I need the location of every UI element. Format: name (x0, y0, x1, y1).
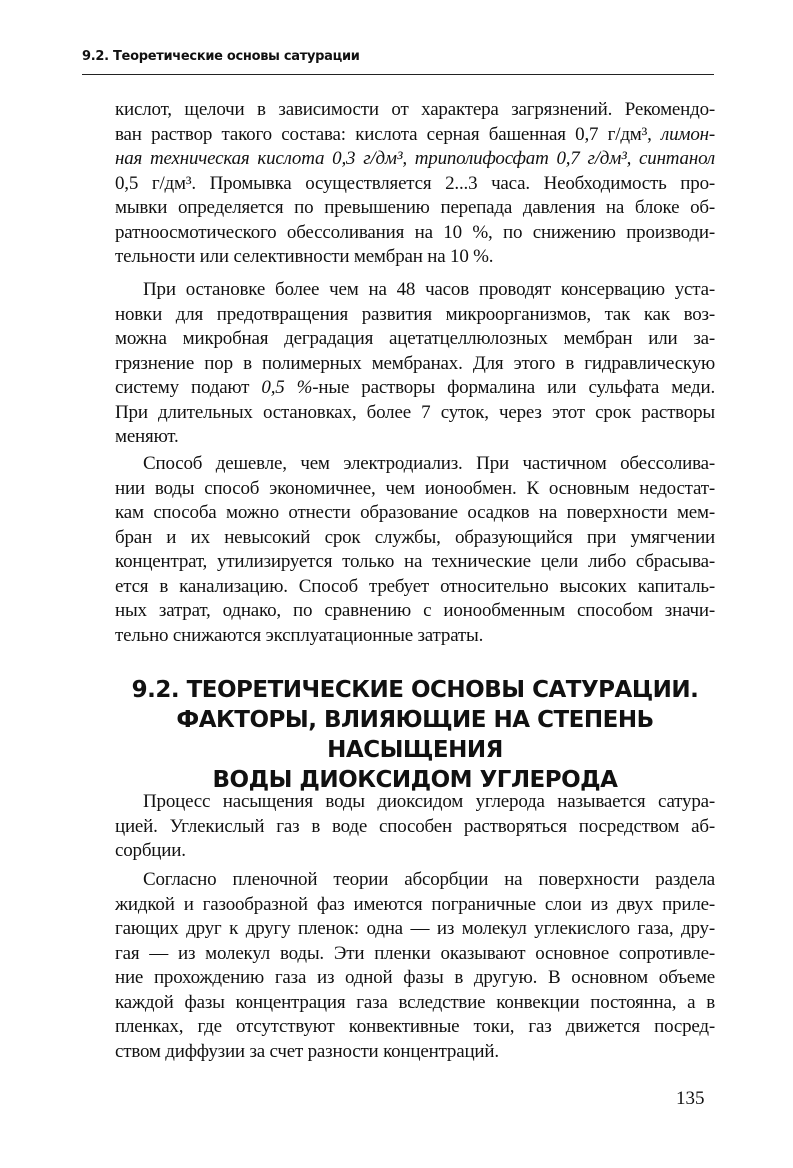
paragraph (115, 452, 715, 648)
text-segment: Процесс насыщения воды диоксидом углерода называется сатура- (143, 791, 715, 812)
text-line (115, 1040, 715, 1065)
text-line (115, 1015, 715, 1040)
text-line (115, 303, 715, 328)
text-line (115, 327, 715, 352)
text-line (115, 966, 715, 991)
text-line (115, 196, 715, 221)
text-line (115, 376, 715, 401)
text-segment: бран и их невысокий срок службы, образующийся при умягчении (115, 526, 715, 548)
text-line (115, 550, 715, 575)
section-heading (100, 675, 730, 795)
text-segment: ством диффузии за счет разности концентраций. (115, 1040, 499, 1062)
text-line (115, 868, 715, 893)
paragraph (115, 98, 715, 270)
text-segment: ратноосмотического обессоливания на 10 %, по снижению производи- (115, 221, 715, 243)
italic-text: лимон- (661, 123, 715, 145)
heading-line: ВОДЫ ДИОКСИДОМ УГЛЕРОДА (212, 767, 618, 793)
text-segment: При остановке более чем на 48 часов проводят консервацию уста- (143, 279, 715, 300)
text-segment: При длительных остановках, более 7 суток, через этот срок растворы (115, 401, 715, 423)
text-line (115, 477, 715, 502)
running-head: 9.2. Теоретические основы сатурации (82, 49, 360, 64)
text-segment: тельности или селективности мембран на 10 %. (115, 246, 494, 267)
text-line (115, 917, 715, 942)
text-line (115, 790, 715, 815)
paragraph (115, 790, 715, 864)
text-segment: сорбции. (115, 840, 186, 861)
text-segment: ных затрат, однако, по сравнению с ионообменным способом значи- (115, 600, 715, 621)
text-segment: ван раствор такого состава: кислота серная башенная 0,7 г/дм³, (115, 123, 662, 145)
text-line (115, 526, 715, 551)
text-segment: мывки определяется по превышению перепада давления на блоке об- (115, 197, 715, 218)
text-segment: ется в канализацию. Способ требует относительно высоких капиталь- (115, 575, 715, 597)
text-segment: Согласно пленочной теории абсорбции на поверхности раздела (143, 869, 715, 890)
text-line (115, 501, 715, 526)
text-line (115, 123, 715, 148)
text-segment: можна микробная деградация ацетатцеллюлозных мембран или за- (115, 328, 715, 349)
text-segment: Способ дешевле, чем электродиализ. При частичном обессолива- (143, 453, 715, 474)
text-line (115, 147, 715, 172)
text-line (115, 599, 715, 624)
text-segment: меняют. (115, 426, 179, 447)
text-segment: каждой фазы концентрация газа вследствие конвекции постоянна, а в (115, 991, 715, 1013)
text-segment: грязнение пор в полимерных мембранах. Для этого в гидравлическую (115, 352, 715, 374)
text-segment: кислот, щелочи в зависимости от характера загрязнений. Рекомендо- (115, 99, 715, 120)
header-rule (82, 74, 714, 75)
text-segment: цией. Углекислый газ в воде способен растворяться посредством аб- (115, 815, 715, 837)
heading-line: ФАКТОРЫ, ВЛИЯЮЩИЕ НА СТЕПЕНЬ НАСЫЩЕНИЯ (176, 707, 654, 763)
text-line (115, 815, 715, 840)
text-line (115, 172, 715, 197)
text-line (115, 278, 715, 303)
page-number: 135 (676, 1088, 705, 1109)
text-line (115, 575, 715, 600)
text-line (115, 221, 715, 246)
text-line (115, 401, 715, 426)
text-segment: систему подают (115, 377, 262, 398)
paragraph (115, 868, 715, 1064)
text-segment: пленках, где отсутствуют конвективные токи, газ движется посред- (115, 1016, 715, 1037)
text-line (115, 352, 715, 377)
text-segment: концентрат, утилизируется только на технические цели либо сбрасыва- (115, 551, 715, 572)
text-segment: тельно снижаются эксплуатационные затраты. (115, 624, 484, 646)
text-line (115, 942, 715, 967)
italic-text: ная техническая кислота 0,3 г/дм³, триполифосфат 0,7 г/дм³, синтанол (115, 148, 715, 169)
text-segment: гая — из молекул воды. Эти пленки оказывают основное сопротивле- (115, 942, 715, 964)
text-segment: нии воды способ экономичнее, чем ионообмен. К основным недостат- (115, 477, 715, 499)
text-segment: жидкой и газообразной фаз имеются пограничные слои из двух приле- (115, 893, 715, 915)
paragraph (115, 278, 715, 450)
text-line (115, 425, 715, 450)
text-segment: гающих друг к другу пленок: одна — из молекул углекислого газа, дру- (115, 918, 715, 939)
text-segment: -ные растворы формалина или сульфата меди. (312, 377, 715, 398)
text-line (115, 839, 715, 864)
text-segment: кам способа можно отнести образование осадков на поверхности мем- (115, 502, 715, 523)
text-line (115, 991, 715, 1016)
text-segment: новки для предотвращения развития микроорганизмов, так как воз- (115, 303, 715, 325)
text-segment: 0,5 г/дм³. Промывка осуществляется 2...3 часа. Необходимость про- (115, 172, 715, 194)
text-segment: ние прохождению газа из одной фазы в другую. В основном объеме (115, 967, 715, 988)
text-line (115, 624, 715, 649)
text-line (115, 245, 715, 270)
text-line (115, 893, 715, 918)
text-line (115, 98, 715, 123)
heading-line: 9.2. ТЕОРЕТИЧЕСКИЕ ОСНОВЫ САТУРАЦИИ. (131, 677, 699, 703)
italic-text: 0,5 % (261, 377, 313, 398)
text-line (115, 452, 715, 477)
